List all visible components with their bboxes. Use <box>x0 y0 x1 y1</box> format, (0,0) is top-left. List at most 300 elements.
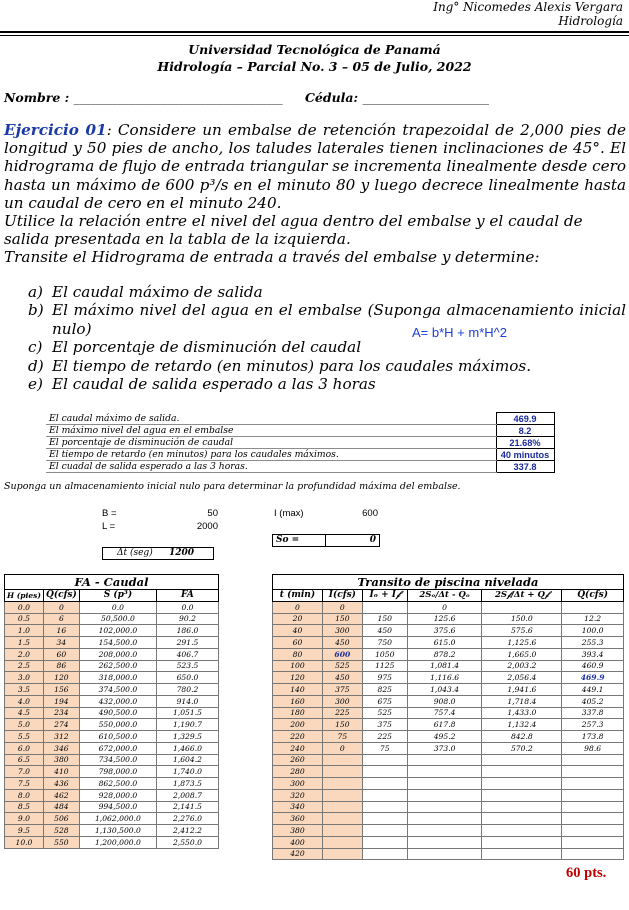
routing-cell: 340 <box>273 801 323 813</box>
routing-cell: 300 <box>322 625 362 637</box>
routing-cell: 525 <box>322 660 362 672</box>
fa-cell: 7.0 <box>5 766 44 778</box>
routing-cell <box>407 836 482 848</box>
routing-cell <box>482 848 562 860</box>
fa-cell: 2,550.0 <box>156 836 218 848</box>
fa-header: H (pies) <box>5 590 44 602</box>
fa-cell: 0.0 <box>5 601 44 613</box>
routing-cell: 615.0 <box>407 637 482 649</box>
fa-cell: 914.0 <box>156 695 218 707</box>
fa-cell: 318,000.0 <box>79 672 156 684</box>
routing-table-row <box>273 825 624 837</box>
routing-table-row <box>273 731 624 743</box>
fa-cell: 9.0 <box>5 813 44 825</box>
routing-table-row <box>273 660 624 672</box>
routing-cell <box>322 801 362 813</box>
routing-cell: 1,043.4 <box>407 684 482 696</box>
routing-cell: 1,665.0 <box>482 648 562 660</box>
fa-table-caption: FA - Caudal <box>5 575 219 590</box>
routing-cell: 975 <box>362 672 407 684</box>
routing-cell: 878.2 <box>407 648 482 660</box>
routing-cell <box>482 601 562 613</box>
routing-cell <box>362 601 407 613</box>
routing-cell <box>362 836 407 848</box>
routing-table-row <box>273 813 624 825</box>
fa-cell: 186.0 <box>156 625 218 637</box>
routing-cell: 225 <box>322 707 362 719</box>
routing-table-row <box>273 778 624 790</box>
fa-table-row <box>5 660 219 672</box>
so-value: 0 <box>369 535 376 545</box>
routing-cell: 200 <box>273 719 323 731</box>
routing-cell: 380 <box>273 825 323 837</box>
routing-header: Iₒ + I𝒻 <box>362 590 407 602</box>
routing-cell <box>322 848 362 860</box>
routing-cell: 1,718.4 <box>482 695 562 707</box>
question-item: a) El caudal máximo de salida <box>28 283 263 301</box>
routing-cell: 140 <box>273 684 323 696</box>
fa-cell: 2,412.2 <box>156 825 218 837</box>
routing-cell: 1,081.4 <box>407 660 482 672</box>
routing-cell: 180 <box>273 707 323 719</box>
routing-cell <box>362 848 407 860</box>
fa-cell: 0 <box>43 601 79 613</box>
fa-cell: 1,190.7 <box>156 719 218 731</box>
routing-header: 2S𝒻/Δt + Q𝒻 <box>482 590 562 602</box>
summary-row: El tiempo de retardo (en minutos) para los caudales máximos. 40 minutos <box>46 449 554 461</box>
fa-cell: 291.5 <box>156 637 218 649</box>
fa-cell: 0.0 <box>79 601 156 613</box>
routing-cell <box>407 754 482 766</box>
routing-cell <box>562 754 624 766</box>
fa-cell: 8.0 <box>5 789 44 801</box>
routing-table-row <box>273 754 624 766</box>
routing-table <box>272 574 624 860</box>
routing-table-row <box>273 672 624 684</box>
imax-value: 600 <box>362 508 378 519</box>
fa-table-row <box>5 766 219 778</box>
fa-cell: 0.5 <box>5 613 44 625</box>
routing-cell: 2,056.4 <box>482 672 562 684</box>
fa-cell: 2,008.7 <box>156 789 218 801</box>
fa-header: Q(cfs) <box>43 590 79 602</box>
fa-caudal-table <box>4 574 219 849</box>
routing-table-row <box>273 801 624 813</box>
fa-cell: 1,466.0 <box>156 742 218 754</box>
routing-cell <box>482 836 562 848</box>
routing-cell <box>407 848 482 860</box>
routing-cell: 570.2 <box>482 742 562 754</box>
routing-cell: 225 <box>362 731 407 743</box>
fa-cell: 780.2 <box>156 684 218 696</box>
fa-cell: 1,740.0 <box>156 766 218 778</box>
fa-cell: 6 <box>43 613 79 625</box>
routing-cell <box>482 789 562 801</box>
routing-table-row <box>273 601 624 613</box>
routing-cell: 0 <box>322 601 362 613</box>
exercise-paragraph-1: : Considere un embalse de retención trapezoidal de 2,000 pies de longitud y 50 pies de ancho, los taludes laterales tienen inclinaciones de 45°. El hidrograma de flujo de entrada triangular se incrementa linealmente desde cero hasta un máximo de 600 p³/s en el minuto 80 y luego decrece linealmente hasta un caudal de cero en el minuto 240. <box>4 121 626 212</box>
l-value: 2000 <box>196 521 218 532</box>
form-line <box>4 90 489 105</box>
fa-cell: 16 <box>43 625 79 637</box>
l-label: L = <box>102 521 116 532</box>
fa-cell: 862,500.0 <box>79 778 156 790</box>
fa-cell: 432,000.0 <box>79 695 156 707</box>
fa-cell: 650.0 <box>156 672 218 684</box>
routing-cell: 908.0 <box>407 695 482 707</box>
routing-cell: 40 <box>273 625 323 637</box>
fa-cell: 462 <box>43 789 79 801</box>
routing-cell <box>482 754 562 766</box>
routing-cell: 257.3 <box>562 719 624 731</box>
fa-cell: 1,873.5 <box>156 778 218 790</box>
routing-cell: 260 <box>273 754 323 766</box>
question-item: b) El máximo nivel del agua en el embalse (Suponga almacenamiento inicial nulo) <box>28 301 626 338</box>
routing-cell: 320 <box>273 789 323 801</box>
routing-cell: 600 <box>322 648 362 660</box>
fa-cell: 3.0 <box>5 672 44 684</box>
fa-cell: 7.5 <box>5 778 44 790</box>
routing-cell: 100 <box>273 660 323 672</box>
summary-row: El cuadal de salida esperado a las 3 horas. 337.8 <box>46 461 554 473</box>
fa-cell: 10.0 <box>5 836 44 848</box>
routing-cell <box>562 836 624 848</box>
exercise-label: Ejercicio 01 <box>4 121 107 139</box>
fa-cell: 6.5 <box>5 754 44 766</box>
fa-table-row <box>5 601 219 613</box>
summary-row: El caudal máximo de salida. 469.9 <box>46 413 554 425</box>
fa-cell: 994,500.0 <box>79 801 156 813</box>
routing-cell <box>482 778 562 790</box>
routing-table-row <box>273 766 624 778</box>
routing-cell <box>407 813 482 825</box>
question-item: c) El porcentaje de disminución del caudal <box>28 338 362 357</box>
exercise-paragraph-2: Utilice la relación entre el nivel del agua dentro del embalse y el caudal de salida presentada en la tabla de la izquierda. <box>4 212 583 249</box>
fa-cell: 2.5 <box>5 660 44 672</box>
fa-cell: 374,500.0 <box>79 684 156 696</box>
routing-cell <box>362 825 407 837</box>
routing-cell: 1050 <box>362 648 407 660</box>
imax-label: I (max) <box>274 508 304 519</box>
b-label: B = <box>102 508 117 519</box>
fa-table-row <box>5 742 219 754</box>
routing-cell <box>362 813 407 825</box>
fa-cell: 550 <box>43 836 79 848</box>
routing-cell: 1,433.0 <box>482 707 562 719</box>
routing-cell <box>322 778 362 790</box>
routing-cell: 450 <box>362 625 407 637</box>
fa-cell: 4.5 <box>5 707 44 719</box>
routing-table-caption: Transito de piscina nivelada <box>273 575 624 590</box>
so-label: So = <box>276 535 300 545</box>
fa-cell: 484 <box>43 801 79 813</box>
fa-cell: 262,500.0 <box>79 660 156 672</box>
routing-cell <box>322 766 362 778</box>
fa-cell: 1,130,500.0 <box>79 825 156 837</box>
routing-cell: 617.8 <box>407 719 482 731</box>
fa-cell: 156 <box>43 684 79 696</box>
fa-cell: 734,500.0 <box>79 754 156 766</box>
fa-cell: 506 <box>43 813 79 825</box>
question-item: d) El tiempo de retardo (en minutos) para los caudales máximos. <box>28 356 532 375</box>
routing-header: I(cfs) <box>322 590 362 602</box>
nombre-label: Nombre : <box>4 90 70 105</box>
routing-table-row <box>273 648 624 660</box>
routing-cell: 75 <box>322 731 362 743</box>
routing-cell: 373.0 <box>407 742 482 754</box>
handwritten-area-formula: A= b*H + m*H^2 <box>412 325 507 340</box>
routing-cell <box>362 778 407 790</box>
fa-cell: 610,500.0 <box>79 731 156 743</box>
fa-cell: 0.0 <box>156 601 218 613</box>
fa-cell: 2,141.5 <box>156 801 218 813</box>
routing-table-row <box>273 789 624 801</box>
fa-table-row <box>5 648 219 660</box>
fa-cell: 436 <box>43 778 79 790</box>
dt-value: 1200 <box>169 548 195 558</box>
fa-cell: 90.2 <box>156 613 218 625</box>
routing-cell: 125.6 <box>407 613 482 625</box>
routing-cell <box>322 813 362 825</box>
routing-cell: 20 <box>273 613 323 625</box>
cedula-label: Cédula: <box>304 90 359 105</box>
routing-cell: 375 <box>322 684 362 696</box>
fa-cell: 1,329.5 <box>156 731 218 743</box>
fa-table-row <box>5 684 219 696</box>
routing-cell <box>322 754 362 766</box>
answers-summary-table <box>46 412 555 473</box>
routing-cell <box>562 801 624 813</box>
routing-cell: 160 <box>273 695 323 707</box>
routing-cell: 750 <box>362 637 407 649</box>
routing-cell: 280 <box>273 766 323 778</box>
exam-title: Hidrología – Parcial No. 3 – 05 de Julio, 2022 <box>157 59 472 74</box>
fa-cell: 102,000.0 <box>79 625 156 637</box>
fa-table-row <box>5 625 219 637</box>
routing-cell: 1,132.4 <box>482 719 562 731</box>
routing-cell: 757.4 <box>407 707 482 719</box>
nombre-field[interactable]: ______________________________________ <box>73 92 283 105</box>
fa-cell: 490,500.0 <box>79 707 156 719</box>
routing-cell: 525 <box>362 707 407 719</box>
routing-cell <box>482 825 562 837</box>
fa-cell: 234 <box>43 707 79 719</box>
routing-cell <box>482 813 562 825</box>
fa-cell: 8.5 <box>5 801 44 813</box>
fa-table-row <box>5 813 219 825</box>
routing-cell: 120 <box>273 672 323 684</box>
points-label: 60 pts. <box>566 865 607 881</box>
routing-cell: 1,125.6 <box>482 637 562 649</box>
fa-cell: 798,000.0 <box>79 766 156 778</box>
b-value: 50 <box>207 508 218 519</box>
routing-cell <box>482 801 562 813</box>
fa-cell: 928,000.0 <box>79 789 156 801</box>
routing-cell: 450 <box>322 672 362 684</box>
routing-table-row <box>273 625 624 637</box>
fa-cell: 1.5 <box>5 637 44 649</box>
question-list <box>0 283 626 393</box>
fa-cell: 346 <box>43 742 79 754</box>
routing-cell: 12.2 <box>562 613 624 625</box>
initial-storage-note: Suponga un almacenamiento inicial nulo para determinar la profundidad máxima del embalse. <box>4 481 461 492</box>
fa-cell: 1,604.2 <box>156 754 218 766</box>
routing-cell <box>362 754 407 766</box>
question-item: e) El caudal de salida esperado a las 3 horas <box>28 375 376 394</box>
fa-cell: 312 <box>43 731 79 743</box>
routing-cell <box>362 801 407 813</box>
routing-cell <box>322 789 362 801</box>
fa-table-row <box>5 637 219 649</box>
routing-table-row <box>273 836 624 848</box>
routing-cell <box>562 789 624 801</box>
fa-table-row <box>5 778 219 790</box>
dt-box <box>102 547 214 560</box>
routing-cell: 375 <box>362 719 407 731</box>
fa-cell: 50,500.0 <box>79 613 156 625</box>
fa-table-row <box>5 707 219 719</box>
routing-cell: 1125 <box>362 660 407 672</box>
fa-table-row <box>5 731 219 743</box>
routing-cell: 150 <box>322 719 362 731</box>
routing-cell: 75 <box>362 742 407 754</box>
fa-cell: 86 <box>43 660 79 672</box>
routing-cell: 100.0 <box>562 625 624 637</box>
university-title: Universidad Tecnológica de Panamá <box>188 42 441 57</box>
routing-cell: 469.9 <box>562 672 624 684</box>
fa-table-row <box>5 825 219 837</box>
routing-cell: 1,941.6 <box>482 684 562 696</box>
fa-cell: 34 <box>43 637 79 649</box>
routing-table-row <box>273 684 624 696</box>
fa-cell: 1,051.5 <box>156 707 218 719</box>
fa-cell: 1.0 <box>5 625 44 637</box>
fa-table-row <box>5 613 219 625</box>
routing-cell <box>562 601 624 613</box>
routing-cell: 450 <box>322 637 362 649</box>
fa-cell: 672,000.0 <box>79 742 156 754</box>
routing-cell <box>562 848 624 860</box>
fa-cell: 274 <box>43 719 79 731</box>
routing-cell: 300 <box>322 695 362 707</box>
routing-cell <box>562 778 624 790</box>
routing-cell: 173.8 <box>562 731 624 743</box>
routing-table-row <box>273 848 624 860</box>
routing-cell: 60 <box>273 637 323 649</box>
routing-cell <box>362 766 407 778</box>
routing-cell: 2,003.2 <box>482 660 562 672</box>
routing-cell: 420 <box>273 848 323 860</box>
header-rule <box>0 31 629 33</box>
routing-cell <box>407 778 482 790</box>
fa-cell: 5.0 <box>5 719 44 731</box>
fa-header: S (p³) <box>79 590 156 602</box>
fa-cell: 9.5 <box>5 825 44 837</box>
routing-cell: 842.8 <box>482 731 562 743</box>
header-subject: Hidrología <box>558 14 623 28</box>
routing-cell: 150.0 <box>482 613 562 625</box>
routing-cell: 400 <box>273 836 323 848</box>
routing-cell: 337.8 <box>562 707 624 719</box>
fa-table-row <box>5 836 219 848</box>
routing-cell: 300 <box>273 778 323 790</box>
routing-cell <box>562 825 624 837</box>
fa-cell: 523.5 <box>156 660 218 672</box>
fa-cell: 1,062,000.0 <box>79 813 156 825</box>
fa-cell: 1,200,000.0 <box>79 836 156 848</box>
routing-cell: 375.6 <box>407 625 482 637</box>
fa-cell: 2.0 <box>5 648 44 660</box>
cedula-field[interactable]: _______________________ <box>362 92 490 105</box>
routing-cell: 98.6 <box>562 742 624 754</box>
routing-cell: 0 <box>273 601 323 613</box>
routing-header: Q(cfs) <box>562 590 624 602</box>
routing-table-row <box>273 719 624 731</box>
routing-cell: 405.2 <box>562 695 624 707</box>
routing-cell: 360 <box>273 813 323 825</box>
routing-cell <box>562 766 624 778</box>
routing-cell: 0 <box>407 601 482 613</box>
exercise-statement <box>4 121 626 212</box>
so-box <box>272 534 380 547</box>
fa-cell: 154,500.0 <box>79 637 156 649</box>
summary-row: El máximo nivel del agua en el embalse 8.2 <box>46 425 554 437</box>
routing-cell: 675 <box>362 695 407 707</box>
routing-cell: 460.9 <box>562 660 624 672</box>
routing-cell: 255.3 <box>562 637 624 649</box>
routing-header: t (min) <box>273 590 323 602</box>
dt-label: Δt (seg) <box>117 548 153 558</box>
routing-cell <box>407 789 482 801</box>
routing-table-row <box>273 707 624 719</box>
fa-cell: 410 <box>43 766 79 778</box>
fa-cell: 120 <box>43 672 79 684</box>
routing-cell: 220 <box>273 731 323 743</box>
fa-table-row <box>5 695 219 707</box>
summary-row: El porcentaje de disminución de caudal 21.68% <box>46 437 554 449</box>
routing-cell <box>482 766 562 778</box>
fa-table-row <box>5 719 219 731</box>
routing-cell: 1,116.6 <box>407 672 482 684</box>
fa-cell: 5.5 <box>5 731 44 743</box>
fa-table-row <box>5 789 219 801</box>
routing-cell: 449.1 <box>562 684 624 696</box>
routing-cell <box>407 801 482 813</box>
routing-cell <box>407 766 482 778</box>
fa-cell: 406.7 <box>156 648 218 660</box>
fa-header: FA <box>156 590 218 602</box>
routing-cell: 393.4 <box>562 648 624 660</box>
routing-cell: 825 <box>362 684 407 696</box>
fa-cell: 4.0 <box>5 695 44 707</box>
fa-cell: 380 <box>43 754 79 766</box>
routing-cell: 150 <box>362 613 407 625</box>
routing-cell <box>362 789 407 801</box>
fa-cell: 550,000.0 <box>79 719 156 731</box>
routing-cell <box>562 813 624 825</box>
routing-cell <box>322 825 362 837</box>
routing-cell: 150 <box>322 613 362 625</box>
fa-table-row <box>5 672 219 684</box>
routing-cell <box>322 836 362 848</box>
fa-cell: 3.5 <box>5 684 44 696</box>
routing-table-row <box>273 613 624 625</box>
fa-cell: 528 <box>43 825 79 837</box>
routing-cell: 575.6 <box>482 625 562 637</box>
routing-cell: 240 <box>273 742 323 754</box>
routing-cell <box>407 825 482 837</box>
fa-table-row <box>5 754 219 766</box>
